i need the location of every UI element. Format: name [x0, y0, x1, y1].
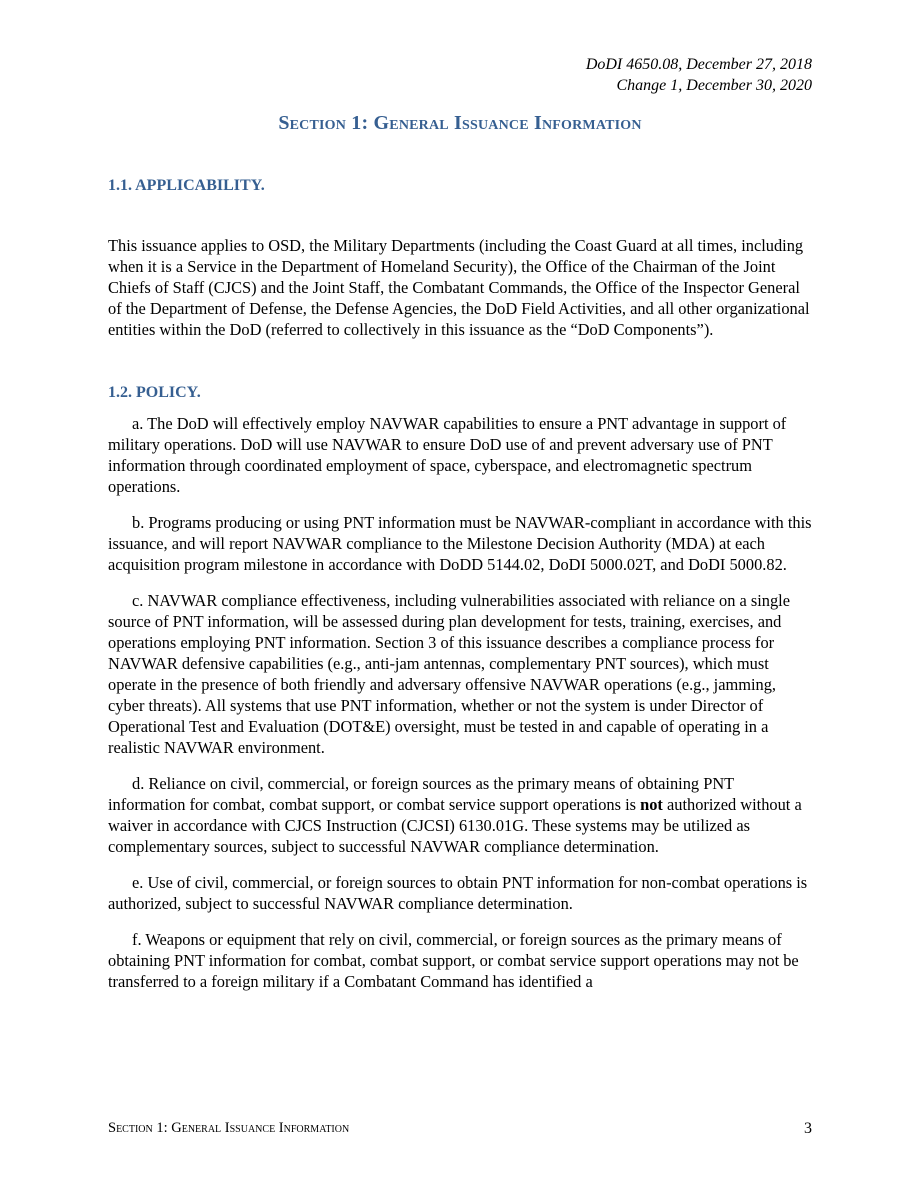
document-body [108, 175, 814, 1007]
document-footer [108, 1120, 812, 1137]
policy-para-d [108, 773, 814, 857]
applicability-heading: 1.1. APPLICABILITY. [108, 177, 265, 194]
header-doc-id: DoDI 4650.08, December 27, 2018 [585, 56, 812, 73]
policy-para-e: e. Use of civil, commercial, or foreign sources to obtain PNT information for non-combat operations is authorized, subject to successful NAVWAR compliance determination. [108, 873, 808, 913]
policy-para-d-start: d. Reliance on civil, commercial, or foreign sources as the primary means of obtaining PNT information for combat, combat support, or combat service support operations is [108, 774, 734, 814]
policy-para-d-end: authorized without a waiver in accordance with CJCS Instruction (CJCSI) 6130.01G. These systems may be utilized as complementary sources, subject to successful NAVWAR compliance determination. [108, 795, 802, 856]
policy-para-c: c. NAVWAR compliance effectiveness, including vulnerabilities associated with reliance on a single source of PNT information, will be assessed during plan development for tests, training, exercises, and operations employing PNT information. Section 3 of this issuance describes a compliance process for NAVWAR defensive capabilities (e.g., anti-jam antennas, complementary PNT sources), which must operate in the presence of both friendly and adversary offensive NAVWAR operations (e.g., jamming, cyber threats). All systems that use PNT information, whether or not the system is under Director of Operational Test and Evaluation (DOT&E) oversight, must be tested in and capable of operating in a realistic NAVWAR environment. [108, 591, 791, 757]
applicability-paragraph: This issuance applies to OSD, the Military Departments (including the Coast Guard at all times, including when it is a Service in the Department of Homeland Security), the Office of the Chairman of the Joint Chiefs of Staff (CJCS) and the Joint Staff, the Combatant Commands, the Office of the Inspector General of the Department of Defense, the Defense Agencies, the DoD Field Activities, and all other organizational entities within the DoD (referred to collectively in this issuance as the “DoD Components”). [108, 236, 810, 339]
header-change: Change 1, December 30, 2020 [616, 77, 812, 94]
document-header [586, 54, 812, 96]
page-number: 3 [804, 1120, 812, 1137]
policy-heading: 1.2. POLICY. [108, 384, 201, 401]
section-title: Section 1: General Issuance Information [278, 112, 642, 134]
policy-para-a: a. The DoD will effectively employ NAVWAR capabilities to ensure a PNT advantage in support of military operations. DoD will use NAVWAR to ensure DoD use of and prevent adversary use of PNT information through coordinated employment of space, cyberspace, and electromagnetic spectrum operations. [108, 414, 787, 496]
policy-para-b: b. Programs producing or using PNT information must be NAVWAR-compliant in accordance with this issuance, and will report NAVWAR compliance to the Milestone Decision Authority (MDA) at each acquisition program milestone in accordance with DoDD 5144.02, DoDI 5000.02T, and DoDI 5000.82. [108, 513, 812, 574]
policy-para-f: f. Weapons or equipment that rely on civil, commercial, or foreign sources as the primary means of obtaining PNT information for combat, combat support, or combat service support operations may not be transferred to a foreign military if a Combatant Command has identified a [108, 930, 799, 991]
policy-para-d-emphasis: not [640, 795, 663, 814]
footer-section-label: Section 1: General Issuance Information [108, 1120, 350, 1136]
